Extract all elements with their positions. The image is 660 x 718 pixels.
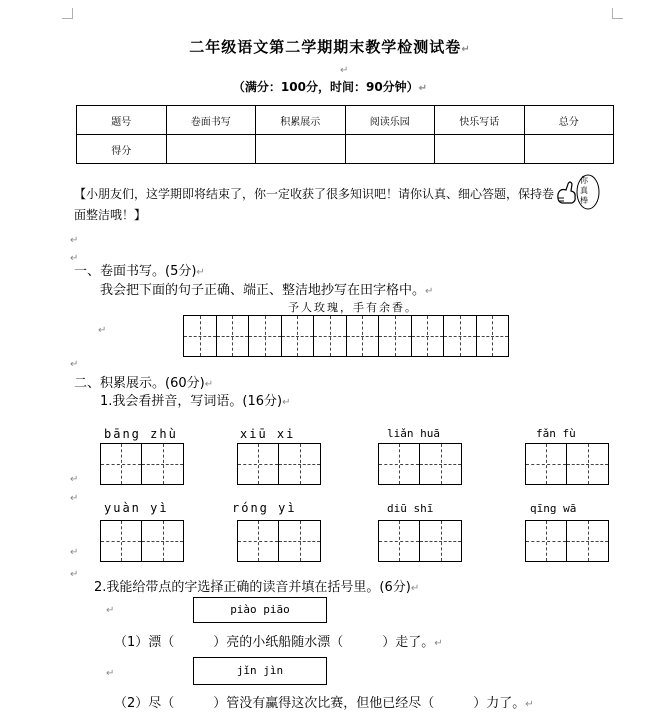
crop-mark-top-left [62,8,73,19]
paragraph-mark: ↵ [70,253,79,264]
score-header-cell: 积累展示 [256,106,346,135]
score-input-cell[interactable] [435,135,525,164]
paragraph-mark: ↵ [70,569,79,580]
word-writing-grid[interactable] [100,520,184,562]
score-table-header-row [77,106,614,135]
section1-sentence: 予人玫瑰，手有余香。 [288,301,418,314]
word-writing-grid[interactable] [378,443,462,485]
word-writing-grid[interactable] [378,520,462,562]
pinyin-label: qīng wā [530,502,577,515]
section1-heading: 一、卷面书写。(5分)↵ [74,264,205,279]
paragraph-mark: ↵ [70,493,79,504]
paragraph-mark: ↵ [98,325,107,336]
pinyin-label: xiū xi [240,427,296,441]
score-header-cell: 快乐写话 [435,106,525,135]
page-title: 二年级语文第二学期期末教学检测试卷↵ [189,38,471,56]
score-header-cell: 题号 [77,106,167,135]
crop-mark-top-right [612,8,623,19]
fill-in-sentence: （2）尽（ ）管没有赢得这次比赛，但他已经尽（ ）力了。↵ [114,696,534,711]
score-input-cell[interactable] [345,135,435,164]
pinyin-label: diū shī [387,502,434,515]
score-input-cell[interactable] [166,135,256,164]
question-1: 1.我会看拼音，写词语。(16分)↵ [100,394,291,409]
word-writing-grid[interactable] [237,520,321,562]
score-input-cell[interactable] [256,135,346,164]
score-row-label: 得分 [77,135,167,164]
pinyin-label: róng yì [232,501,297,515]
word-writing-grid[interactable] [237,443,321,485]
paragraph-mark: ↵ [106,668,115,679]
question-2: 2.我能给带点的字选择正确的读音并填在括号里。(6分)↵ [94,580,420,595]
fill-in-sentence: （1）漂（ ）亮的小纸船随水漂（ ）走了。↵ [114,635,443,650]
paragraph-mark: ↵ [70,474,79,485]
word-writing-grid[interactable] [525,443,609,485]
page-subtitle: （满分：100分，时间：90分钟）↵ [232,80,428,94]
score-input-cell[interactable] [524,135,614,164]
section1-instruction: 我会把下面的句子正确、端正、整洁地抄写在田字格中。↵ [100,283,434,298]
pronunciation-choice-box: jǐn jìn [193,657,327,685]
pronunciation-choice-box: piào piāo [193,597,327,623]
paragraph-mark: ↵ [70,547,79,558]
score-header-cell: 卷面书写 [166,106,256,135]
section2-heading: 二、积累展示。(60分)↵ [74,376,214,391]
word-writing-grid[interactable] [100,443,184,485]
paragraph-mark: ↵ [70,235,79,246]
score-table [76,105,614,164]
paragraph-mark: ↵ [106,605,115,616]
praise-stamp-text: 你真棒 [580,176,588,205]
pinyin-label: liǎn huā [387,427,440,440]
copy-writing-grid[interactable] [183,315,509,357]
pinyin-label: bāng zhù [104,427,178,441]
score-header-cell: 总分 [524,106,614,135]
pinyin-label: yuàn yì [104,501,169,515]
score-table-score-row [77,135,614,164]
score-header-cell: 阅读乐园 [345,106,435,135]
word-writing-grid[interactable] [525,520,609,562]
paragraph-mark: ↵ [340,65,349,76]
intro-note: 【小朋友们，这学期即将结束了，你一定收获了很多知识吧！请你认真、细心答题，保持卷面整洁哦！】 [74,187,555,222]
praise-stamp-icon [554,174,600,212]
paragraph-mark: ↵ [70,359,79,370]
pinyin-label: fǎn fù [536,427,576,440]
